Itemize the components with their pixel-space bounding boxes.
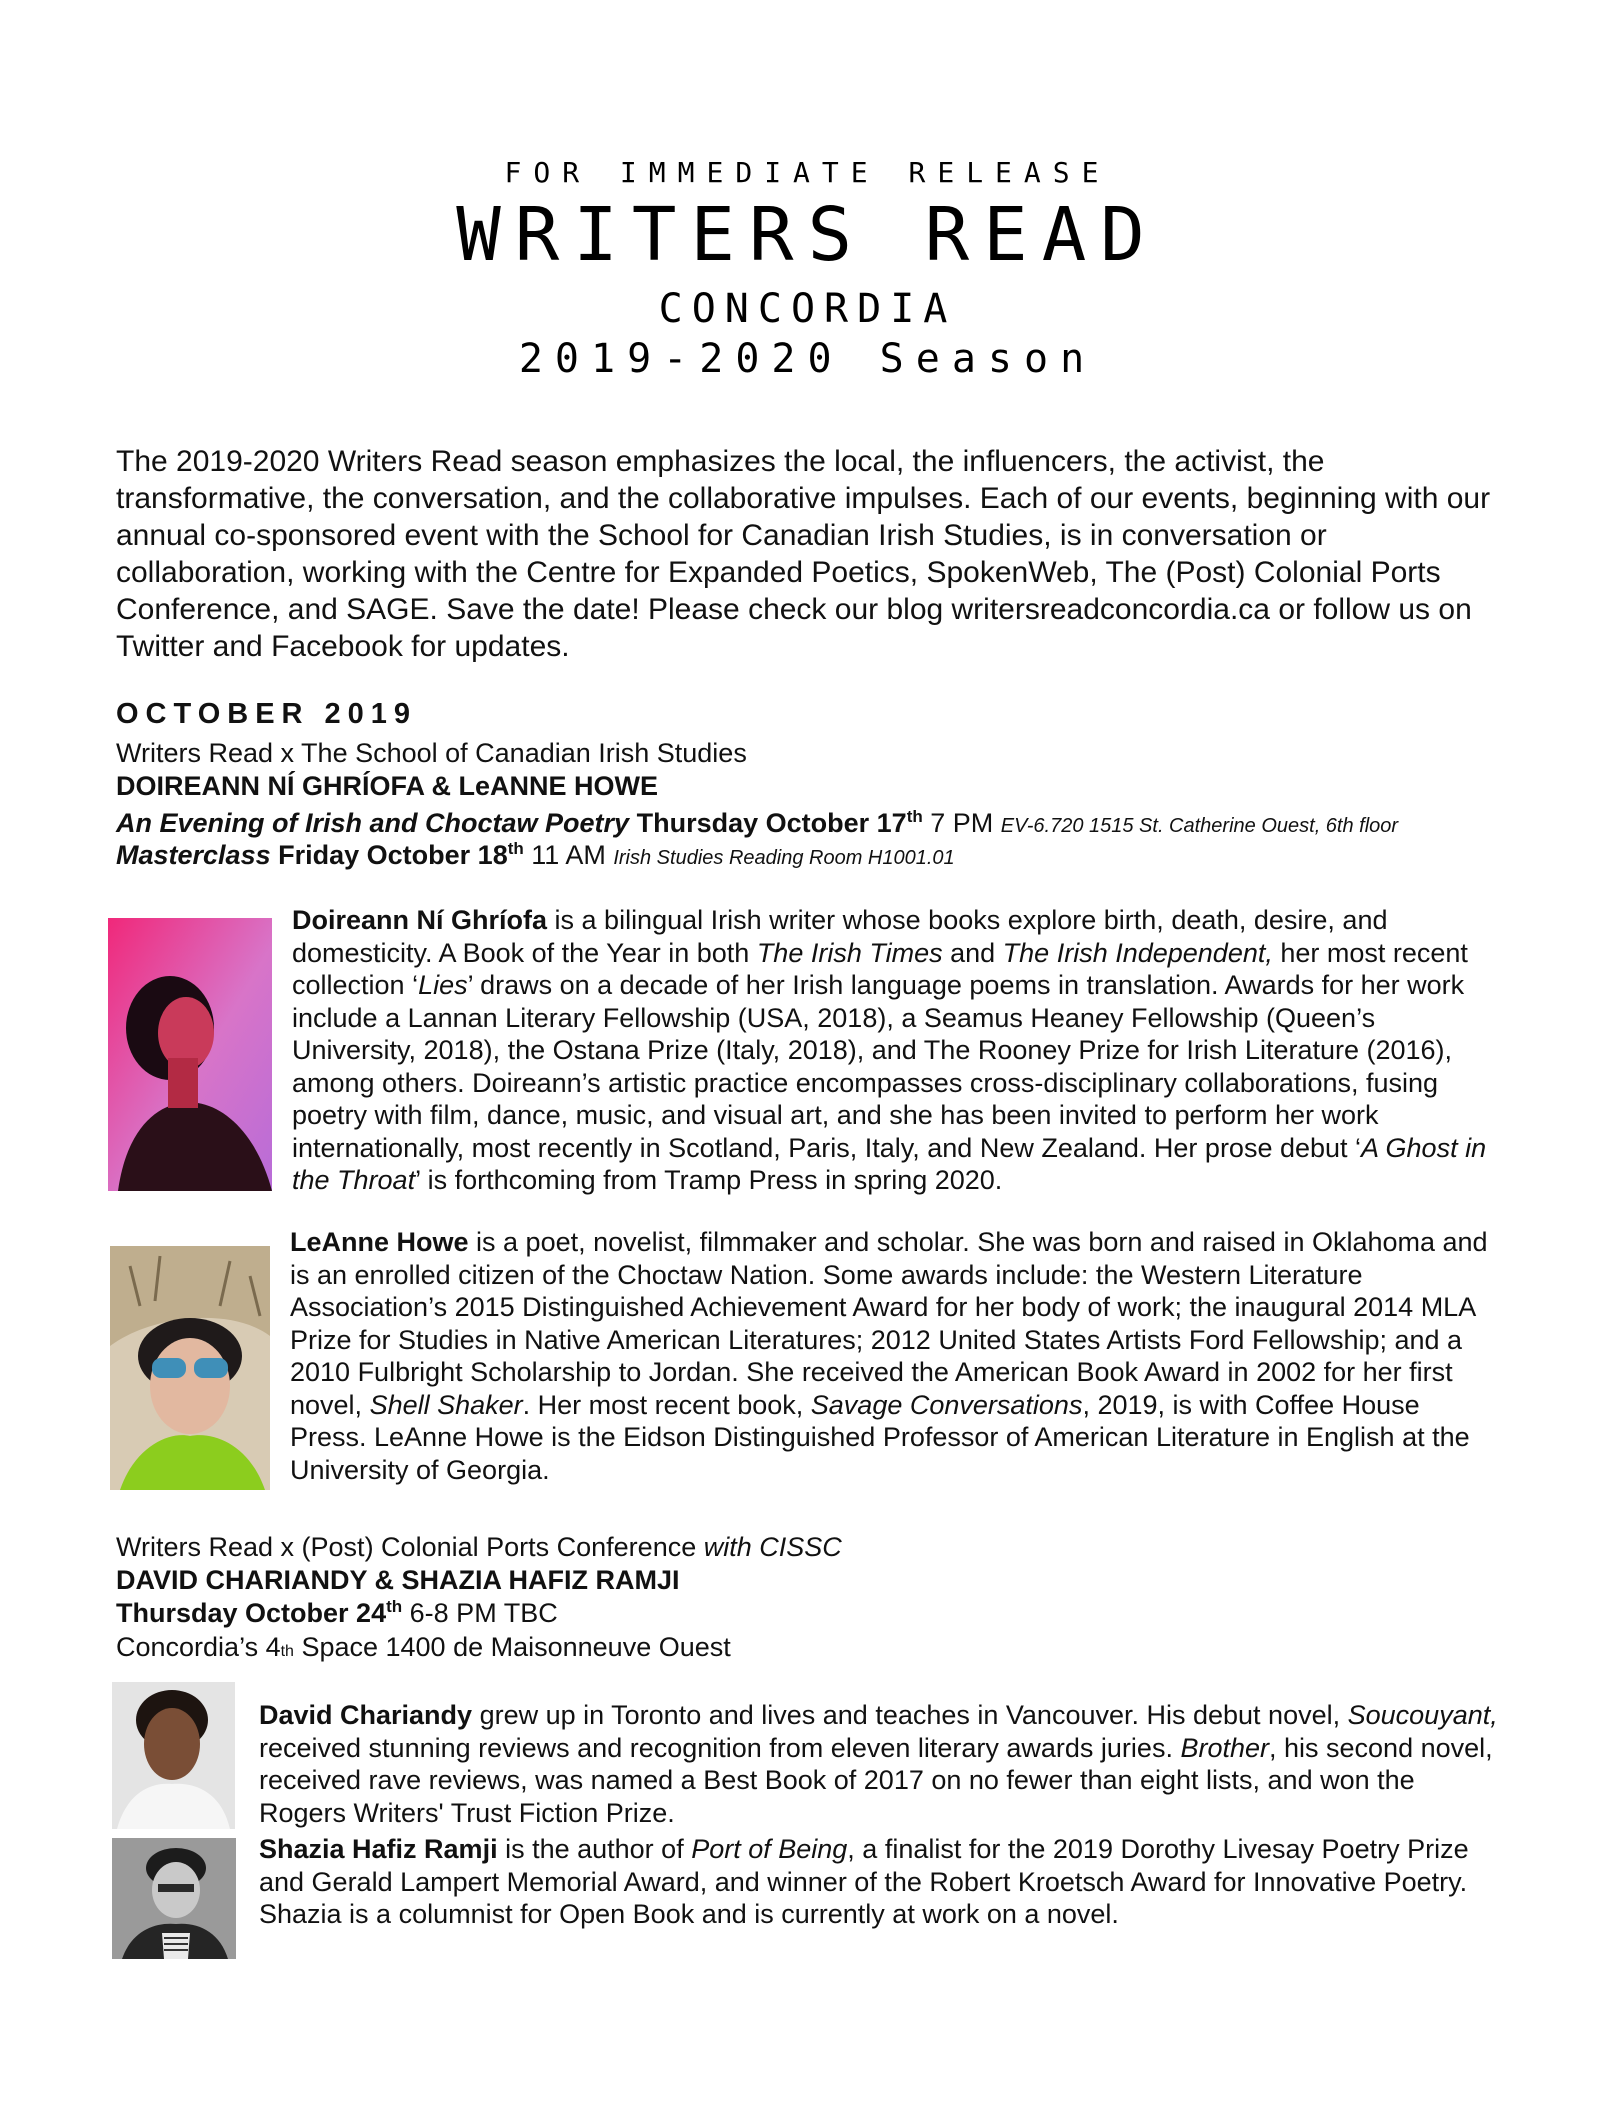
event1-masterclass-location: Irish Studies Reading Room H1001.01 — [613, 847, 955, 869]
event1-series: Writers Read x The School of Canadian Irish Studies — [116, 738, 747, 768]
leanne-bio: LeAnne Howe is a poet, novelist, filmmaker and scholar. She was born and raised in Oklahoma and is an enrolled citizen of the Choctaw Nation. Some awards include: the Western Literature Association’s 2015 Distinguished Achievement Award for her body of work; the inaugural 2014 MLA Prize for Studies in Native American Literatures; 2012 United States Artists Ford Fellowship; and a 2010 Fulbright Scholarship to Jordan. She received the American Book Award in 2002 for her first novel, Shell Shaker. Her most recent book, Savage Conversations, 2019, is with Coffee House Press. LeAnne Howe is the Eidson Distinguished Professor of American Literature in English at the University of Georgia. — [290, 1227, 1488, 1485]
david-bio: David Chariandy grew up in Toronto and lives and teaches in Vancouver. His debut novel, Soucouyant, received stunning reviews and recognition from eleven literary awards juries. Brother, his second novel, received rave reviews, was named a Best Book of 2017 on no fewer than eight lists, and won the Rogers Writers' Trust Fiction Prize. — [259, 1700, 1498, 1828]
event1-reading-line — [116, 807, 1398, 842]
event2-date-line — [116, 1597, 558, 1629]
event1-masterclass-line — [116, 839, 955, 874]
event2-time: 6-8 PM TBC — [409, 1598, 558, 1628]
david-portrait-photo — [112, 1682, 235, 1829]
event1-reading-time: 7 PM — [930, 808, 994, 838]
event1-reading-location: EV-6.720 1515 St. Catherine Ouest, 6th floor — [1000, 815, 1399, 837]
season-label: 2019-2020 Season — [518, 336, 1097, 382]
event2-location: Concordia’s 4th Space 1400 de Maisonneuve Ouest — [116, 1632, 731, 1662]
event1-names: DOIREANN NÍ GHRÍOFA & LeANNE HOWE — [116, 771, 659, 801]
event1-reading-title: An Evening of Irish and Choctaw Poetry — [116, 808, 630, 838]
doireann-portrait-photo — [108, 918, 272, 1191]
shazia-portrait-photo — [112, 1838, 236, 1959]
leanne-portrait-photo — [110, 1246, 270, 1490]
month-heading: OCTOBER 2019 — [116, 698, 418, 730]
event2-series: Writers Read x (Post) Colonial Ports Conference with CISSC — [116, 1532, 842, 1562]
shazia-bio: Shazia Hafiz Ramji is the author of Port of Being, a finalist for the 2019 Dorothy Livesay Poetry Prize and Gerald Lampert Memorial Award, and winner of the Robert Kroetsch Award for Innovative Poetry. Shazia is a columnist for Open Book and is currently at work on a novel. — [259, 1834, 1469, 1929]
page-title: WRITERS READ — [456, 192, 1159, 278]
event1-masterclass-time: 11 AM — [531, 840, 606, 870]
release-label: FOR IMMEDIATE RELEASE — [504, 156, 1111, 189]
doireann-bio: Doireann Ní Ghríofa is a bilingual Irish writer whose books explore birth, death, desire, and domesticity. A Book of the Year in both The Irish Times and The Irish Independent, her most recent collection ‘Lies’ draws on a decade of her Irish language poems in translation. Awards for her work include a Lannan Literary Fellowship (USA, 2018), a Seamus Heaney Fellowship (Queen’s University, 2018), the Ostana Prize (Italy, 2018), and The Rooney Prize for Irish Literature (2016), among others. Doireann’s artistic practice encompasses cross-disciplinary collaborations, fusing poetry with film, dance, music, and visual art, and she has been invited to perform her work internationally, most recently in Scotland, Paris, Italy, and New Zealand. Her prose debut ‘A Ghost in the Throat’ is forthcoming from Tramp Press in spring 2020. — [292, 905, 1487, 1195]
event1-reading-date: Thursday October 17th — [636, 807, 923, 838]
page-subtitle: CONCORDIA — [658, 286, 957, 332]
event1-masterclass-title: Masterclass — [116, 840, 271, 870]
event2-names: DAVID CHARIANDY & SHAZIA HAFIZ RAMJI — [116, 1565, 680, 1595]
event1-masterclass-date: Friday October 18th — [278, 839, 524, 870]
intro-paragraph: The 2019-2020 Writers Read season emphasizes the local, the influencers, the activist, the transformative, the conversation, and the collaborative impulses. Each of our events, beginning with our annual co-sponsored event with the School for Canadian Irish Studies, is in conversation or collaboration, working with the Centre for Expanded Poetics, SpokenWeb, The (Post) Colonial Ports Conference, and SAGE. Save the date! Please check our blog writersreadconcordia.ca or follow us on Twitter and Facebook for updates. — [116, 445, 1491, 663]
event2-date: Thursday October 24th — [116, 1597, 403, 1628]
